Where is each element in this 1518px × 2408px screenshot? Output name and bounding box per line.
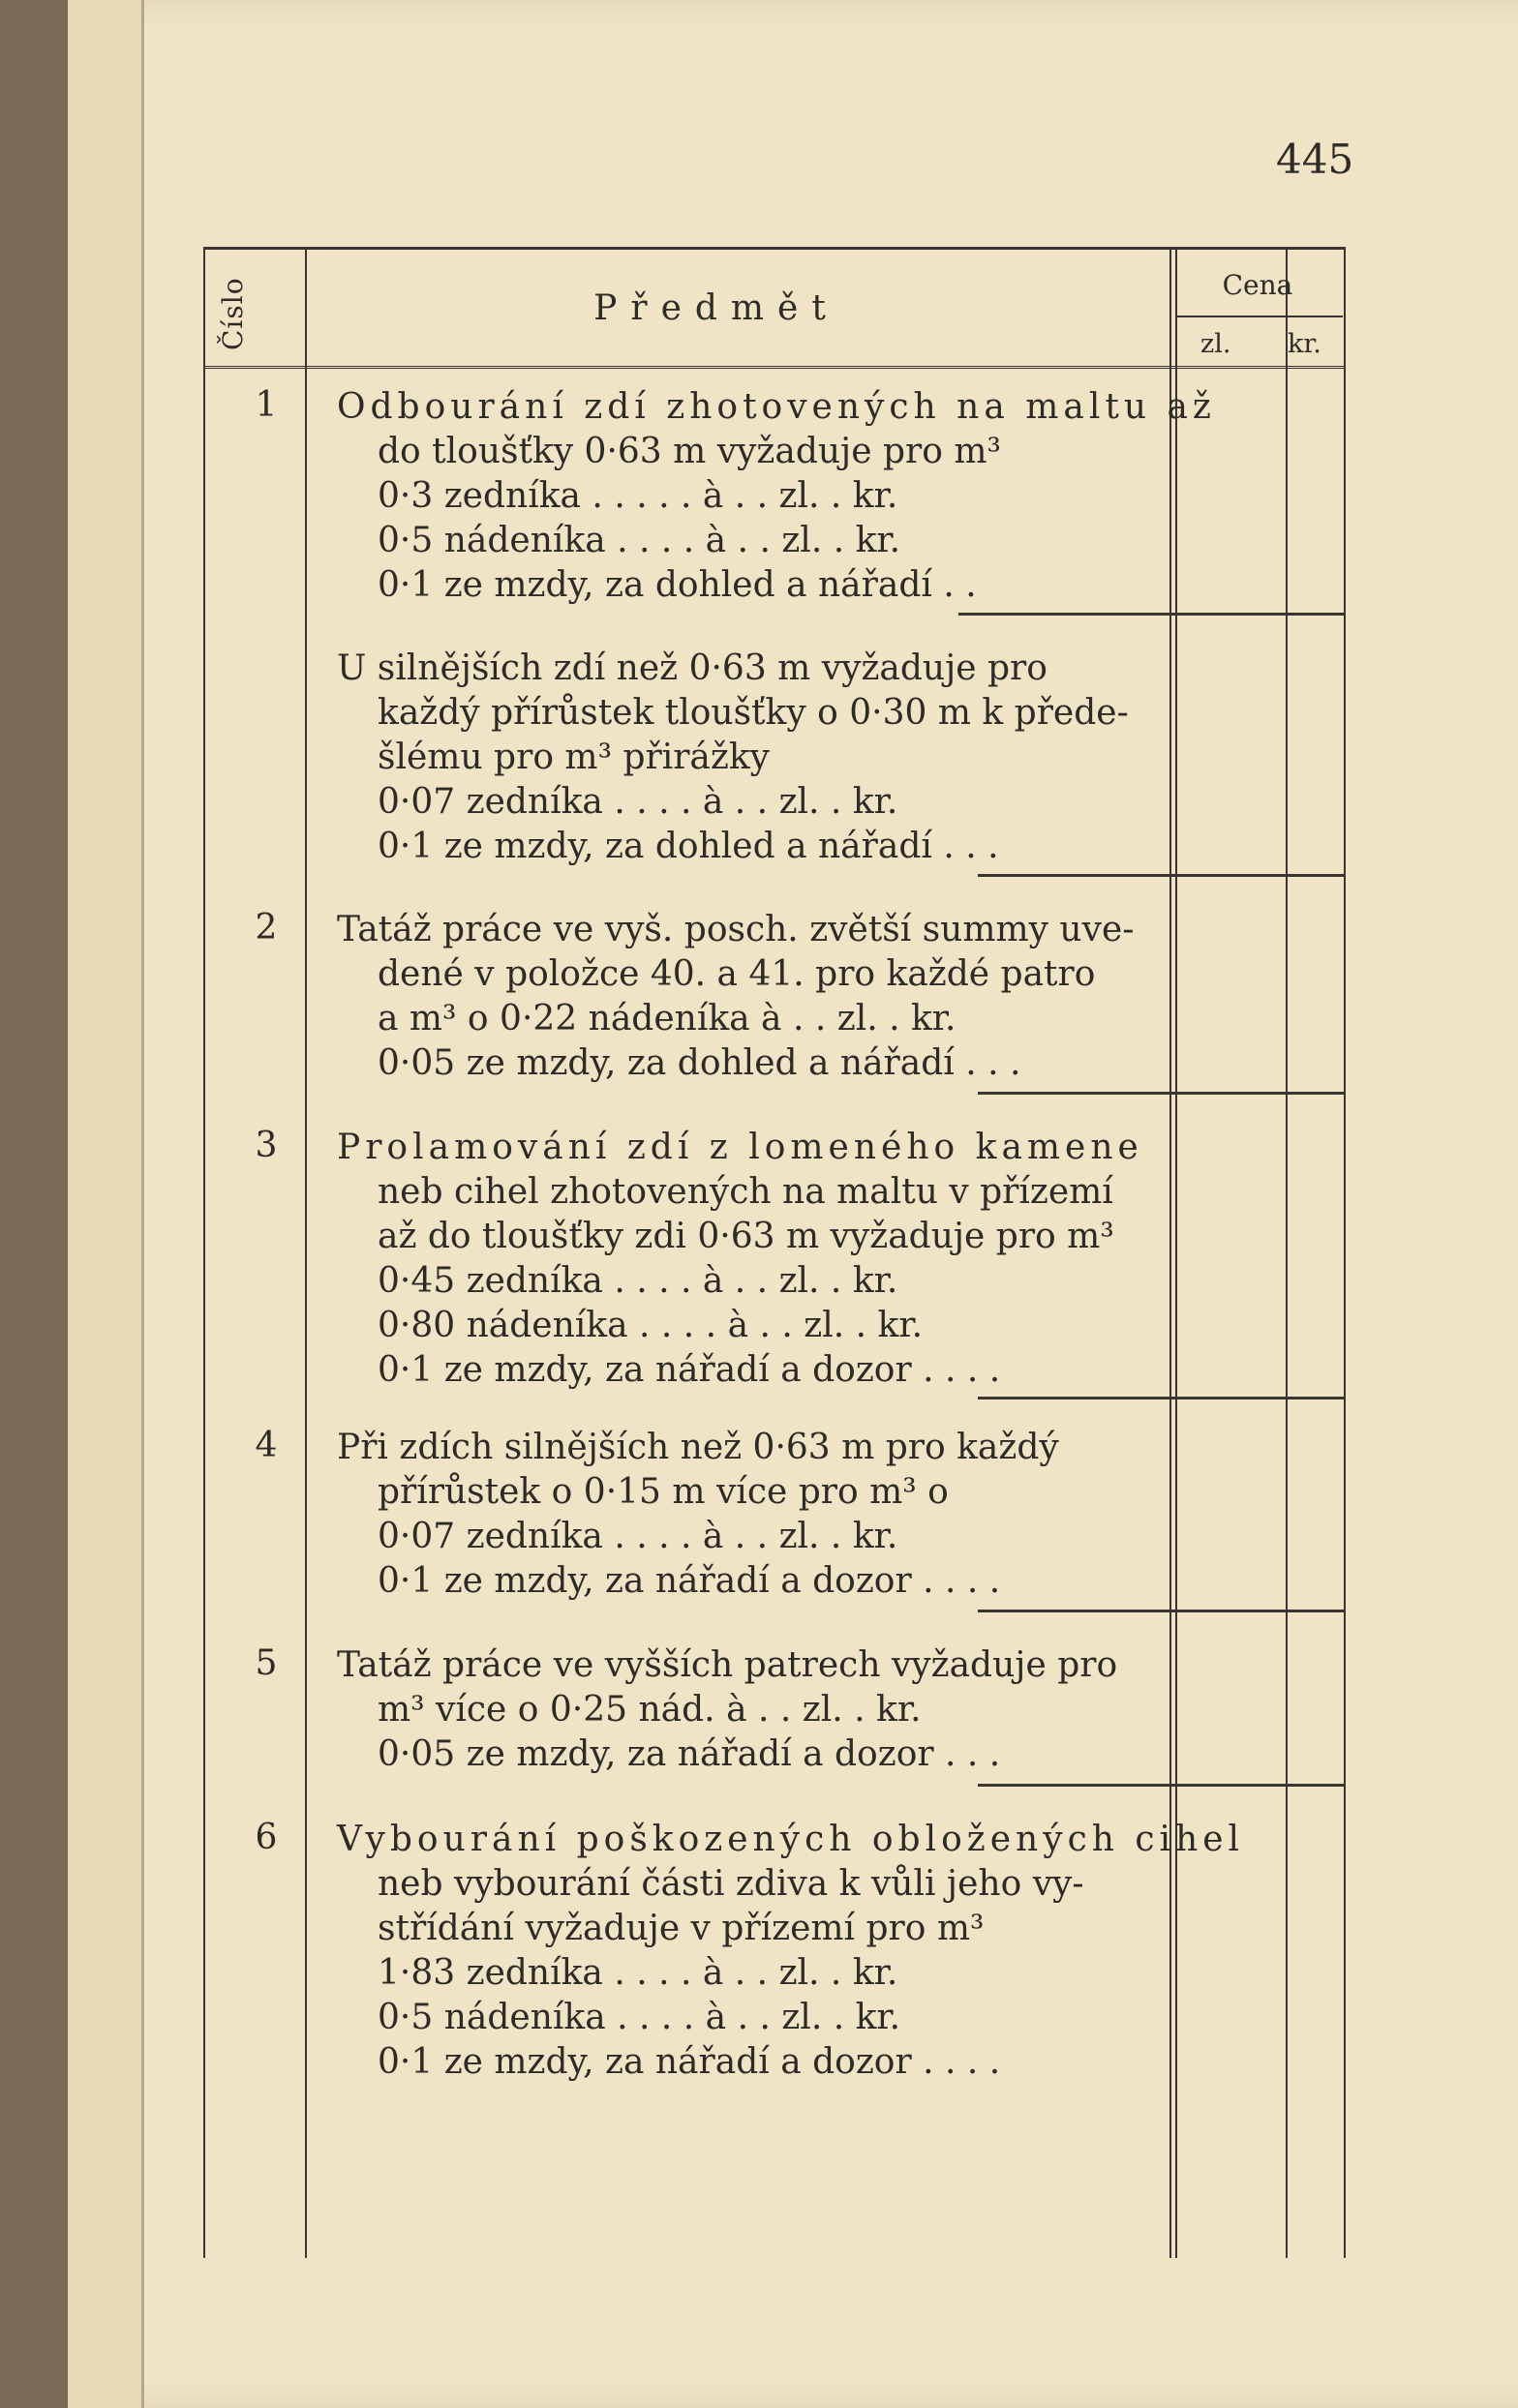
item-line: 0·05 ze mzdy, za dohled a nářadí . . .	[378, 1043, 1021, 1083]
item-line: střídání vyžaduje v přízemí pro m³	[378, 1909, 985, 1948]
item-line: Odbourání zdí zhotovených na maltu až	[337, 387, 1216, 427]
item-line: 0·07 zedníka . . . . à . . zl. . kr.	[378, 782, 898, 822]
item-line: 0·1 ze mzdy, za dohled a nářadí . .	[378, 565, 977, 605]
item-line: 1·83 zedníka . . . . à . . zl. . kr.	[378, 1953, 898, 1993]
item-text	[337, 647, 1169, 869]
item-line: a m³ o 0·22 nádeníka à . . zl. . kr.	[378, 999, 956, 1038]
item-line: 0·5 nádeníka . . . . à . . zl. . kr.	[378, 1998, 901, 2037]
item-number: 5	[255, 1643, 278, 1683]
column-divider-subject	[1169, 250, 1171, 2258]
item-line: 0·5 nádeníka . . . . à . . zl. . kr.	[378, 521, 901, 560]
item-line: Vybourání poškozených obložených cihel	[337, 1820, 1245, 1859]
item-line: dené v položce 40. a 41. pro každé patro	[378, 954, 1096, 994]
column-header-kr: kr.	[1288, 329, 1321, 359]
item-line: až do tloušťky zdi 0·63 m vyžaduje pro m³	[378, 1217, 1114, 1256]
item-text	[337, 385, 1216, 608]
item-line: Tatáž práce ve vyš. posch. zvětší summy uve-	[337, 910, 1135, 949]
item-line: do tloušťky 0·63 m vyžaduje pro m³	[378, 432, 1001, 471]
item-text	[337, 908, 1169, 1086]
item-number: 3	[255, 1126, 278, 1165]
item-line: 0·1 ze mzdy, za nářadí a dozor . . . .	[378, 1350, 1001, 1390]
page-gutter	[68, 0, 144, 2408]
item-line: přírůstek o 0·15 m více pro m³ o	[378, 1472, 949, 1512]
item-number: 6	[255, 1818, 278, 1857]
sum-rule	[978, 1784, 1346, 1787]
item-number: 2	[255, 908, 278, 948]
sum-rule	[978, 874, 1346, 877]
item-line: 0·07 zedníka . . . . à . . zl. . kr.	[378, 1517, 898, 1556]
column-header-subject: Předmět	[593, 288, 839, 328]
item-line: 0·3 zedníka . . . . . à . . zl. . kr.	[378, 476, 898, 516]
price-table	[203, 247, 1346, 2258]
item-text	[337, 1126, 1169, 1393]
item-line: 0·80 nádeníka . . . . à . . zl. . kr.	[378, 1306, 924, 1345]
column-header-zl: zl.	[1200, 329, 1231, 359]
item-line: Tatáž práce ve vyšších patrech vyžaduje pro	[337, 1645, 1118, 1685]
item-line: Prolamování zdí z lomeného kamene	[337, 1128, 1143, 1167]
item-line: šlému pro m³ přirážky	[378, 737, 770, 777]
item-line: m³ více o 0·25 nád. à . . zl. . kr.	[378, 1690, 922, 1730]
page-number: 445	[1276, 135, 1354, 183]
item-line: 0·45 zedníka . . . . à . . zl. . kr.	[378, 1261, 898, 1301]
item-line: Při zdích silnějších než 0·63 m pro každý	[337, 1428, 1059, 1467]
sum-rule	[978, 1092, 1346, 1095]
item-text	[337, 1818, 1245, 2085]
column-divider-zl	[1286, 250, 1288, 2258]
column-divider-number	[305, 250, 307, 2258]
column-header-price: Cena	[1222, 269, 1293, 301]
item-line: U silnějších zdí než 0·63 m vyžaduje pro	[337, 648, 1047, 688]
item-line: neb vybourání části zdiva k vůli jeho vy-	[378, 1864, 1084, 1904]
header-rule	[203, 366, 1346, 369]
column-divider-subject-double	[1175, 250, 1177, 2258]
item-number: 4	[255, 1426, 278, 1465]
sum-rule	[978, 1397, 1346, 1400]
sum-rule	[958, 613, 1346, 616]
column-header-number: Číslo	[217, 277, 249, 350]
price-header-rule	[1176, 316, 1343, 317]
item-line: 0·1 ze mzdy, za dohled a nářadí . . .	[378, 827, 999, 866]
sum-rule	[978, 1610, 1346, 1612]
item-text	[337, 1426, 1169, 1604]
table-border-right	[1344, 250, 1346, 2258]
table-border-left	[203, 250, 205, 2258]
item-line: 0·1 ze mzdy, za nářadí a dozor . . . .	[378, 1561, 1001, 1601]
item-line: 0·1 ze mzdy, za nářadí a dozor . . . .	[378, 2042, 1001, 2082]
item-number: 1	[255, 385, 278, 425]
item-line: neb cihel zhotovených na maltu v přízemí	[378, 1172, 1113, 1212]
book-page	[68, 0, 1518, 2408]
item-line: 0·05 ze mzdy, za nářadí a dozor . . .	[378, 1734, 1001, 1774]
item-text	[337, 1643, 1169, 1777]
item-line: každý přírůstek tloušťky o 0·30 m k přede-	[378, 693, 1129, 733]
